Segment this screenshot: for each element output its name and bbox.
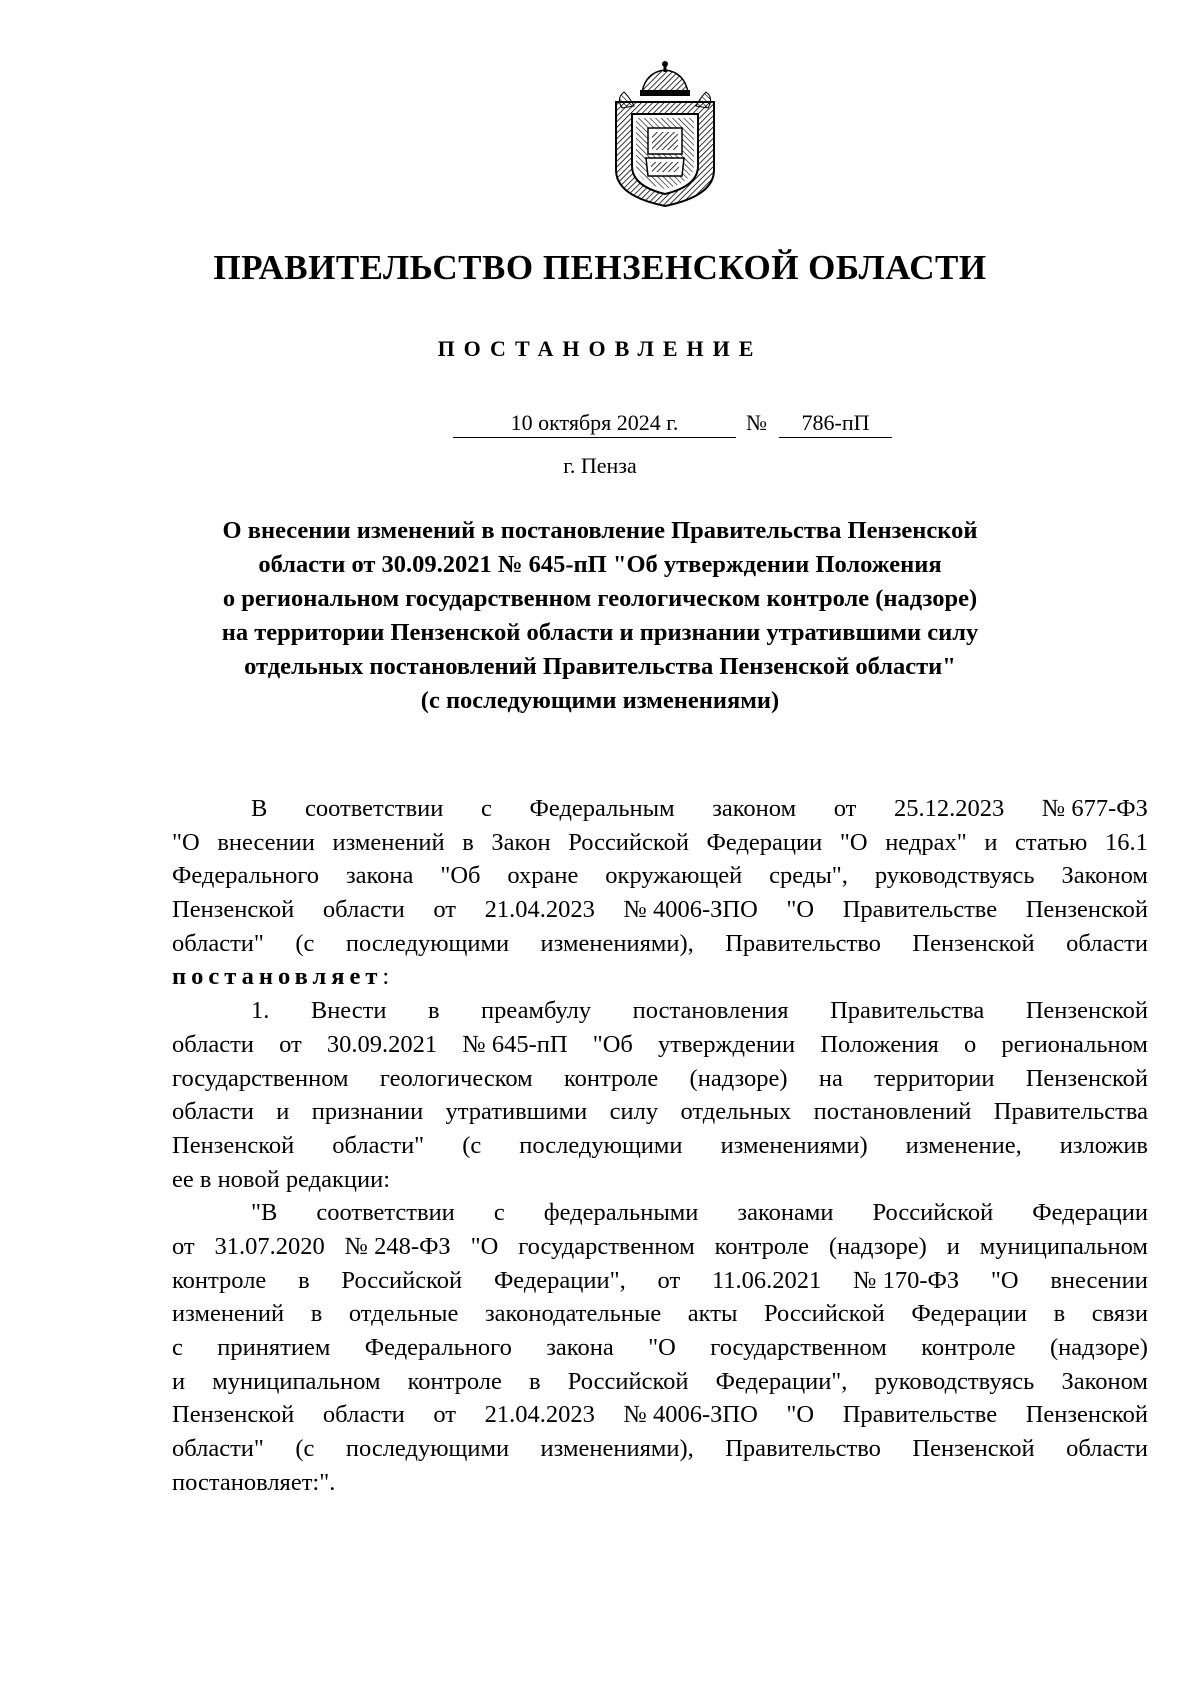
word: законами xyxy=(737,1199,834,1227)
document-number: 786-пП xyxy=(779,409,892,438)
word: контроле xyxy=(563,1064,659,1092)
word: Российской xyxy=(763,1300,885,1328)
word: в xyxy=(1053,1300,1066,1328)
word: утратившими xyxy=(445,1098,588,1126)
word: соответствии xyxy=(316,1199,455,1227)
word: области xyxy=(322,896,405,924)
word: 21.04.2023 xyxy=(484,896,595,924)
word: Пензенской xyxy=(912,929,1035,957)
word: и xyxy=(946,1232,960,1260)
word: с xyxy=(172,1334,183,1361)
word: изменениями) xyxy=(720,1131,868,1159)
word: Законом xyxy=(1061,862,1148,890)
word: последующими xyxy=(345,929,510,957)
word: последующими xyxy=(345,1435,510,1463)
word: от xyxy=(172,1232,195,1260)
word: с xyxy=(493,1199,505,1227)
word: государственном xyxy=(518,1232,695,1260)
word: Федерального xyxy=(172,862,320,890)
word: Пензенской xyxy=(172,896,295,924)
word: (с xyxy=(295,1435,315,1463)
date-number-line xyxy=(0,409,1200,439)
text-line xyxy=(172,1466,1148,1500)
resolves-colon: : xyxy=(382,963,390,991)
text-line xyxy=(172,826,1148,860)
word: Российской xyxy=(341,1266,463,1294)
word: принятием xyxy=(217,1334,331,1361)
text-line xyxy=(172,1196,1148,1230)
word: закона xyxy=(345,862,414,890)
word: законом xyxy=(712,795,797,822)
word: статью xyxy=(1015,828,1088,856)
word: федеральными xyxy=(543,1199,699,1227)
word: от xyxy=(433,1401,457,1429)
text-line xyxy=(172,1297,1148,1331)
word: и xyxy=(172,1367,186,1395)
word: акты xyxy=(687,1300,738,1328)
title-line: О внесении изменений в постановление Правительства Пензенской xyxy=(222,517,978,544)
word: области" xyxy=(172,929,264,957)
word: в xyxy=(427,997,440,1025)
word: о xyxy=(963,1030,977,1058)
word: 16.1 xyxy=(1104,828,1148,856)
text-line xyxy=(172,1095,1148,1129)
document-city: г. Пенза xyxy=(563,453,637,478)
word: Правительство xyxy=(725,1435,881,1463)
word: от xyxy=(833,795,857,822)
word: № 4006-ЗПО xyxy=(623,1401,758,1429)
title-line: области от 30.09.2021 № 645-пП "Об утверждении Положения xyxy=(258,551,942,578)
word: Федерального xyxy=(364,1334,512,1361)
text-line xyxy=(172,1230,1148,1264)
word: (надзоре) xyxy=(828,1232,927,1260)
word: Законом xyxy=(1061,1367,1148,1395)
word: Пензенской xyxy=(1025,1064,1148,1092)
word: силу xyxy=(609,1098,659,1126)
word: постановляет:". xyxy=(172,1468,336,1496)
word: в xyxy=(462,828,474,856)
document-date: 10 октября 2024 г. xyxy=(453,409,736,438)
word: "О xyxy=(470,1232,499,1260)
word: "О xyxy=(786,1401,815,1429)
word: изменениями), xyxy=(540,929,694,957)
word: области xyxy=(1066,1435,1148,1463)
word: Правительстве xyxy=(842,1401,998,1429)
word: от xyxy=(657,1266,681,1294)
word: и xyxy=(276,1098,290,1126)
text-line xyxy=(172,1028,1148,1062)
word: "Об xyxy=(440,862,481,890)
word: области xyxy=(172,1098,254,1126)
text-line xyxy=(172,1331,1148,1365)
word: (с xyxy=(462,1131,482,1159)
word: признании xyxy=(311,1098,424,1126)
word: связи xyxy=(1091,1300,1148,1328)
word: "О xyxy=(990,1266,1019,1294)
word: от xyxy=(279,1030,302,1058)
word: изложив xyxy=(1059,1131,1148,1159)
text-line xyxy=(172,927,1148,961)
word: в xyxy=(310,1300,323,1328)
word: и xyxy=(984,828,998,856)
word: в xyxy=(529,1367,541,1395)
word: контроле xyxy=(172,1266,267,1294)
word: Федерации xyxy=(1032,1199,1148,1227)
title-line: (с последующими изменениями) xyxy=(420,687,780,714)
word: Пензенской xyxy=(1025,896,1148,924)
word: контроле xyxy=(714,1232,809,1260)
word: Российской xyxy=(567,1367,689,1395)
word: законодательные xyxy=(484,1300,662,1328)
resolves-word: постановляет xyxy=(172,963,383,991)
word: отдельных xyxy=(680,1098,792,1126)
word: (надзоре) xyxy=(1049,1334,1148,1361)
word: Положения xyxy=(820,1030,939,1058)
word: 21.04.2023 xyxy=(484,1401,595,1429)
word: Пензенской xyxy=(1025,997,1148,1025)
word: "О xyxy=(172,828,200,856)
word: внесении xyxy=(217,828,315,856)
word: отдельные xyxy=(348,1300,459,1328)
word: соответствии xyxy=(304,795,444,822)
word: 11.06.2021 xyxy=(711,1266,822,1294)
number-sign: № xyxy=(746,410,767,435)
word: 25.12.2023 xyxy=(893,795,1005,822)
word: недрах" xyxy=(885,828,967,856)
word: среды", xyxy=(769,862,848,890)
resolves-line xyxy=(172,960,1148,994)
text-line xyxy=(172,1062,1148,1096)
word: государственном xyxy=(710,1334,887,1361)
word: (с xyxy=(295,929,315,957)
word: области" xyxy=(332,1131,425,1159)
word: "О xyxy=(648,1334,676,1361)
word: изменений xyxy=(172,1300,285,1328)
text-line xyxy=(172,893,1148,927)
word: области xyxy=(172,1030,254,1058)
word: закона xyxy=(546,1334,614,1361)
text-line xyxy=(172,1365,1148,1399)
word: ее в новой редакции: xyxy=(172,1165,390,1193)
title-line: отдельных постановлений Правительства Пензенской области" xyxy=(244,653,956,680)
word: региональном xyxy=(1001,1030,1148,1058)
word: Федерации", xyxy=(715,1367,848,1395)
word: В xyxy=(251,795,268,822)
text-line xyxy=(172,859,1148,893)
word: с xyxy=(481,795,492,822)
word: преамбулу xyxy=(481,997,592,1025)
coat-of-arms-emblem xyxy=(612,58,718,210)
word: государственном xyxy=(172,1064,349,1092)
word: Пензенской xyxy=(172,1131,295,1159)
word: Закон xyxy=(491,828,551,856)
word: области xyxy=(1066,929,1148,957)
word: геологическом xyxy=(379,1064,533,1092)
word: № 645-пП xyxy=(462,1030,568,1058)
word: утверждении xyxy=(658,1030,796,1058)
word: Пензенской xyxy=(172,1401,295,1429)
document-type: ПОСТАНОВЛЕНИЕ xyxy=(437,336,763,361)
word: последующими xyxy=(519,1131,683,1159)
word: в xyxy=(298,1266,310,1294)
text-line xyxy=(172,792,1148,826)
word: окружающей xyxy=(605,862,743,890)
word: 30.09.2021 xyxy=(326,1030,438,1058)
word: Правительства xyxy=(993,1098,1148,1126)
word: Правительства xyxy=(830,997,985,1025)
word: руководствуясь xyxy=(874,1367,1035,1395)
text-line xyxy=(172,1432,1148,1466)
word: 31.07.2020 xyxy=(214,1232,325,1260)
word: Внести xyxy=(310,997,387,1025)
word: муниципальном xyxy=(979,1232,1148,1260)
word: области xyxy=(322,1401,405,1429)
word: 1. xyxy=(251,997,270,1025)
word: Российской xyxy=(872,1199,994,1227)
word: контроле xyxy=(921,1334,1016,1361)
word: на xyxy=(818,1064,843,1092)
government-name: ПРАВИТЕЛЬСТВО ПЕНЗЕНСКОЙ ОБЛАСТИ xyxy=(213,248,987,287)
word: Федеральным xyxy=(529,795,675,822)
word: Пензенской xyxy=(912,1435,1035,1463)
document-title xyxy=(170,514,1030,718)
word: № 170-ФЗ xyxy=(853,1266,960,1294)
word: изменение, xyxy=(905,1131,1022,1159)
word: Пензенской xyxy=(1025,1401,1148,1429)
word: "Об xyxy=(592,1030,633,1058)
word: постановлений xyxy=(813,1098,972,1126)
text-line xyxy=(172,1163,1148,1197)
word: от xyxy=(433,896,457,924)
text-line xyxy=(172,1264,1148,1298)
word: внесении xyxy=(1050,1266,1148,1294)
text-line xyxy=(172,1398,1148,1432)
text-line xyxy=(172,1129,1148,1163)
word: изменениями), xyxy=(540,1435,694,1463)
word: области" xyxy=(172,1435,264,1463)
word: Правительство xyxy=(725,929,881,957)
word: территории xyxy=(874,1064,995,1092)
text-line xyxy=(172,994,1148,1028)
word: руководствуясь xyxy=(874,862,1035,890)
word: № 677-ФЗ xyxy=(1041,795,1148,822)
word: контроле xyxy=(407,1367,502,1395)
document-body xyxy=(172,792,1148,1499)
word: постановления xyxy=(632,997,789,1025)
title-line: на территории Пензенской области и признании утратившими силу xyxy=(221,619,979,646)
word: № 248-ФЗ xyxy=(344,1232,451,1260)
word: № 4006-ЗПО xyxy=(623,896,758,924)
word: "В xyxy=(251,1199,278,1227)
word: Федерации xyxy=(911,1300,1028,1328)
word: (надзоре) xyxy=(689,1064,788,1092)
word: Правительстве xyxy=(842,896,998,924)
word: Федерации", xyxy=(493,1266,626,1294)
word: охране xyxy=(507,862,579,890)
title-line: о региональном государственном геологическом контроле (надзоре) xyxy=(222,585,978,612)
word: "О xyxy=(839,828,868,856)
word: Федерации xyxy=(706,828,823,856)
word: изменений xyxy=(332,828,445,856)
word: муниципальном xyxy=(212,1367,381,1395)
word: Российской xyxy=(568,828,689,856)
word: "О xyxy=(786,896,815,924)
